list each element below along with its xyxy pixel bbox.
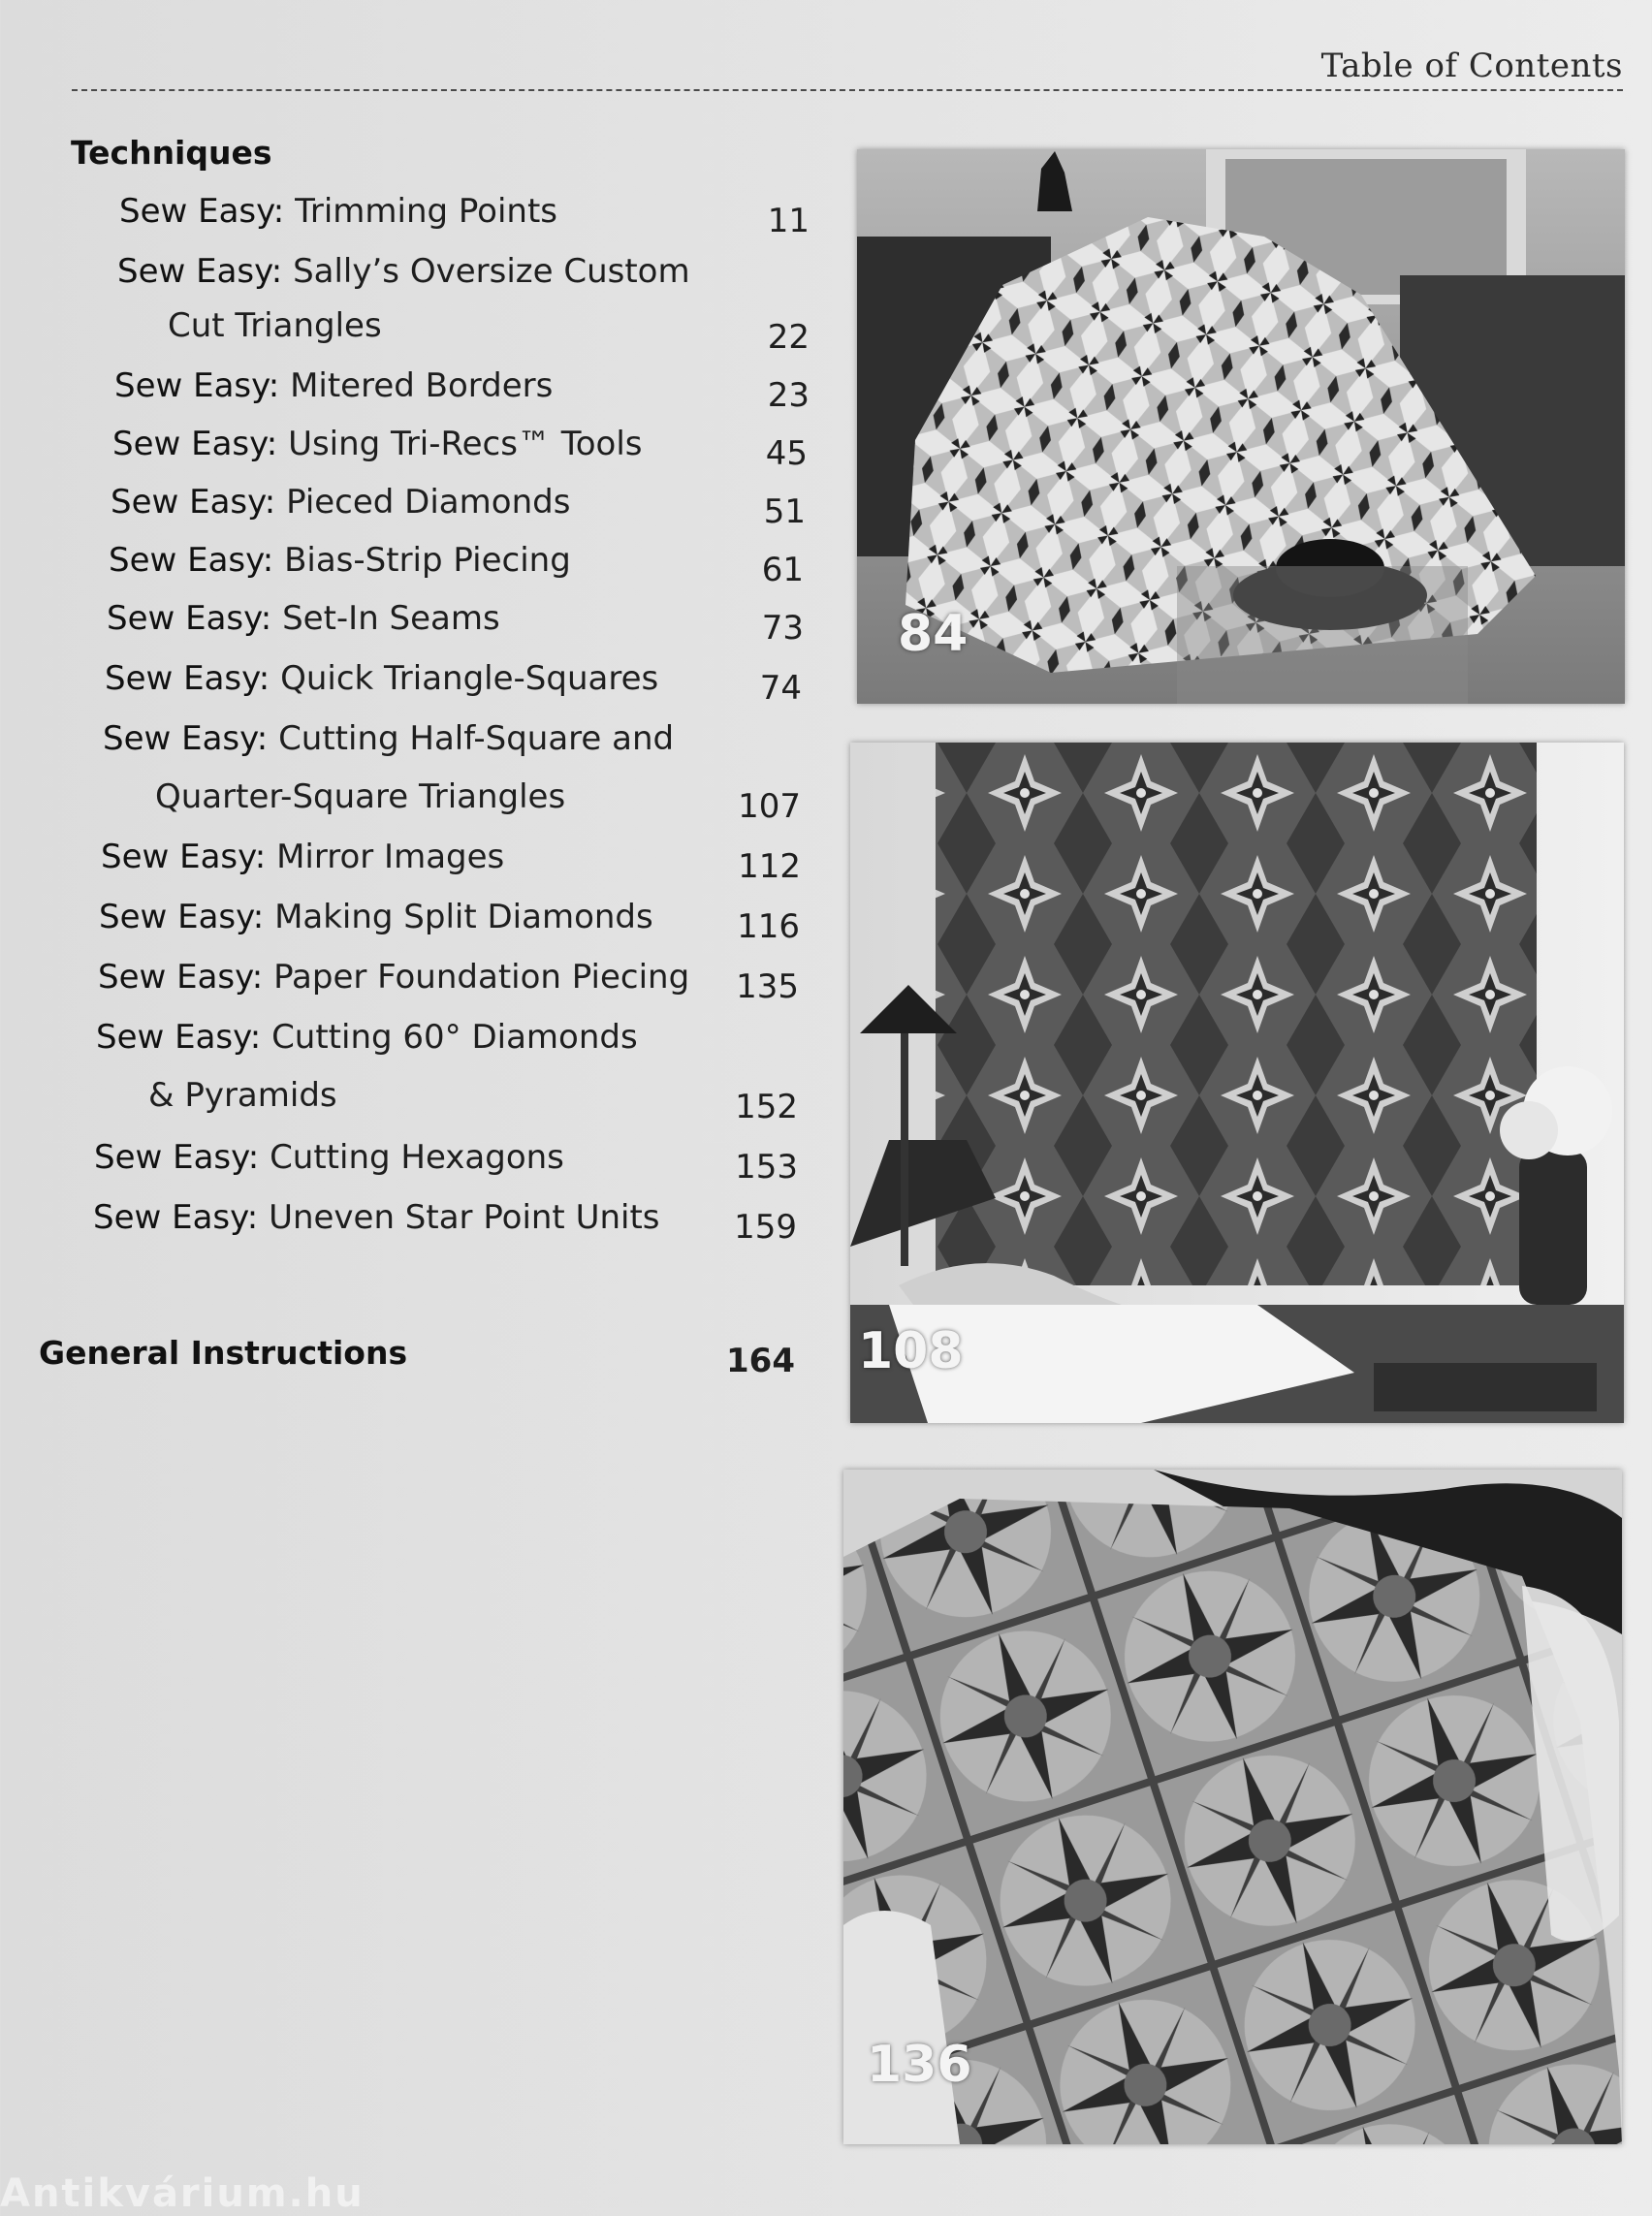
entry-title-continued: Cut Triangles [168,306,382,345]
entry-title: Cutting Half-Square and [278,719,675,758]
entry-prefix: Sew Easy: [98,958,264,997]
quilt-photo-couch [857,149,1625,704]
entry-title-continued: & Pyramids [148,1076,337,1115]
entry-prefix: Sew Easy: [117,252,283,291]
entry-prefix: Sew Easy: [101,838,267,876]
page-number: 74 [759,669,802,708]
entry-title: Uneven Star Point Units [269,1198,660,1237]
entry-prefix: Sew Easy: [93,1198,259,1237]
entry-title: Making Split Diamonds [274,898,653,936]
page-number: 153 [735,1148,798,1187]
page-number: 22 [767,318,810,357]
techniques-heading: Techniques [71,134,272,172]
quilt-photo-compass [843,1470,1622,2144]
entry-prefix: Sew Easy: [119,192,285,231]
toc-entry-paper-foundation [98,958,689,997]
toc-entry-split-diamonds [99,898,653,936]
toc-entry-half-square [103,719,674,758]
watermark: Antikvárium.hu [0,2171,365,2216]
entry-title: Cutting Hexagons [270,1138,564,1177]
table-of-contents [0,0,834,1454]
entry-title: Cutting 60° Diamonds [271,1018,638,1057]
toc-entry-bias-strip [109,541,571,580]
toc-entry-tri-recs [112,425,643,463]
quilt-photo-couch-image [857,149,1625,704]
page-number: 107 [738,787,801,826]
toc-entry-mirror-images [101,838,504,876]
page-number: 73 [761,609,804,648]
page-number: 159 [734,1208,797,1247]
entry-title: Trimming Points [295,192,558,231]
entry-prefix: Sew Easy: [103,719,269,758]
entry-title: Quick Triangle-Squares [280,659,659,698]
photo-page-label: 108 [858,1322,964,1380]
page-number: 61 [761,551,804,589]
header-title: Table of Contents [1320,47,1623,85]
entry-prefix: Sew Easy: [105,659,270,698]
entry-title: Using Tri-Recs™ Tools [288,425,643,463]
toc-entry-hexagons [94,1138,564,1177]
general-instructions-page: 164 [726,1342,795,1380]
toc-entry-60-diamonds [96,1018,638,1057]
entry-title: Mitered Borders [290,366,554,405]
quilt-photo-wall-image [850,743,1624,1423]
page-number: 51 [763,492,806,531]
entry-title: Mirror Images [276,838,505,876]
toc-entry-mitered-borders [114,366,553,405]
toc-entry-trimming-points [119,192,557,231]
toc-entry-triangle-squares [105,659,658,698]
entry-prefix: Sew Easy: [96,1018,262,1057]
entry-title: Bias-Strip Piecing [284,541,571,580]
entry-title: Set-In Seams [282,599,500,638]
toc-entry-oversize-custom [117,252,690,291]
entry-prefix: Sew Easy: [109,541,274,580]
toc-entry-uneven-star [93,1198,660,1237]
toc-entry-set-in-seams [107,599,500,638]
entry-prefix: Sew Easy: [114,366,280,405]
entry-title: Pieced Diamonds [286,483,571,522]
page-number: 11 [767,202,810,240]
quilt-photo-wall [850,743,1624,1423]
toc-entry-continuation [168,306,382,345]
toc-entry-pieced-diamonds [111,483,570,522]
page-number: 23 [767,376,810,415]
entry-prefix: Sew Easy: [111,483,276,522]
toc-entry-continuation [155,777,565,816]
page-number: 152 [735,1088,798,1126]
entry-prefix: Sew Easy: [94,1138,260,1177]
photo-page-label: 84 [898,605,969,663]
entry-prefix: Sew Easy: [107,599,272,638]
toc-entry-continuation [148,1076,337,1115]
page-number: 135 [736,967,799,1006]
entry-prefix: Sew Easy: [112,425,278,463]
general-instructions-heading: General Instructions [39,1334,408,1372]
photo-page-label: 136 [867,2036,972,2094]
entry-title: Sally’s Oversize Custom [293,252,690,291]
entry-prefix: Sew Easy: [99,898,265,936]
page-number: 116 [737,907,800,946]
entry-title: Paper Foundation Piecing [273,958,690,997]
entry-title-continued: Quarter-Square Triangles [155,777,566,816]
page-number: 45 [765,434,808,473]
page-number: 112 [738,847,801,886]
